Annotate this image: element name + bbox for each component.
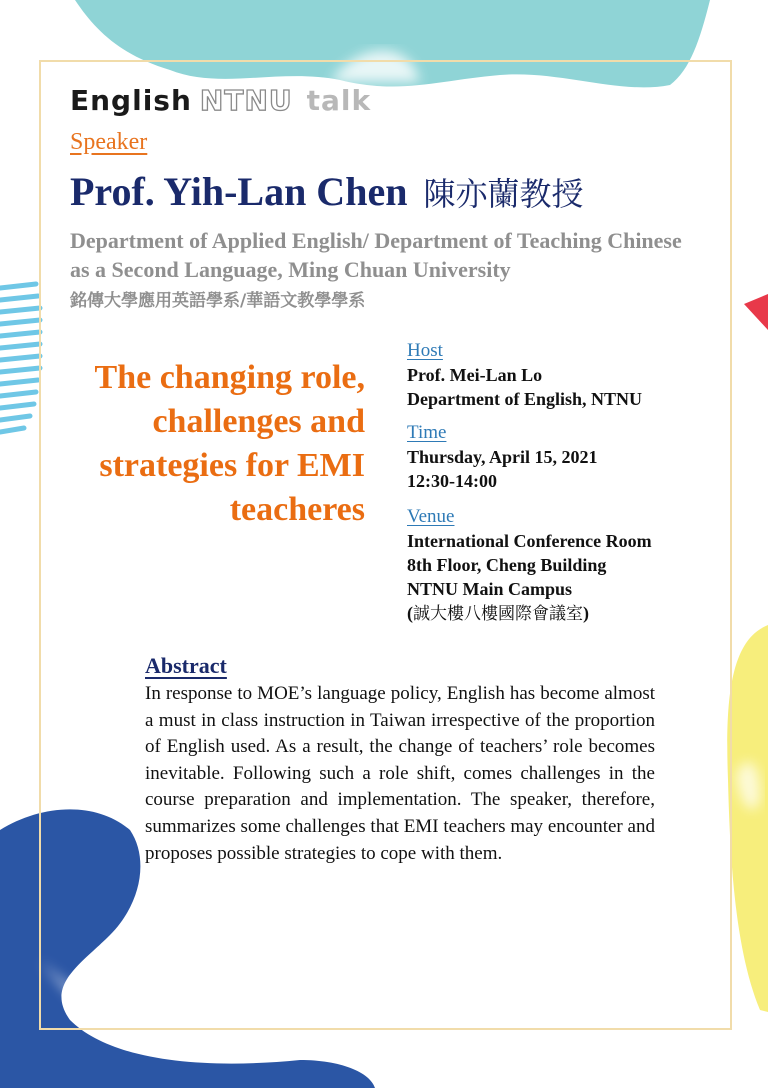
speaker-affiliation-english: Department of Applied English/ Department of Teaching Chinese as a Second Language, Ming Chuan University — [70, 228, 682, 282]
venue-paren-open: ( — [407, 603, 413, 623]
venue-section — [407, 505, 727, 626]
logo-word-english: English — [70, 84, 192, 117]
speaker-affiliation-chinese: 銘傳大學應用英語學系/華語文教學學系 — [70, 291, 366, 311]
event-date: Thursday, April 15, 2021 — [407, 447, 598, 467]
abstract-text: In response to MOE’s language policy, English has become almost a must in class instruction in Taiwan irrespective of the proportion of English used. As a result, the change of teachers’ role becomes inevitable. Following such a role shift, comes challenges in the course preparation and implementation. The speaker, therefore, summarizes some challenges that EMI teachers may encounter and proposes possible strategies to cope with them. — [145, 683, 655, 864]
time-section — [407, 421, 727, 493]
red-triangle-shape — [744, 294, 768, 330]
yellow-blob-shape — [727, 625, 768, 1012]
venue-room: International Conference Room — [407, 531, 652, 551]
abstract-heading: Abstract — [145, 653, 227, 678]
event-hours: 12:30-14:00 — [407, 471, 497, 491]
venue-room-chinese-text: 誠大樓八樓國際會議室 — [413, 604, 583, 624]
logo-word-talk: talk — [306, 84, 372, 117]
host-section — [407, 339, 727, 411]
speaker-name-chinese: 陳亦蘭教授 — [423, 175, 584, 213]
speaker-label: Speaker — [70, 129, 148, 155]
time-label: Time — [407, 422, 447, 443]
english-ntnu-talk-logo — [70, 84, 371, 120]
logo-word-ntnu: NTNU — [199, 84, 293, 117]
blue-stripes-shape — [0, 284, 40, 432]
speaker-name-english: Prof. Yih-Lan Chen — [70, 169, 408, 214]
host-label: Host — [407, 340, 443, 361]
host-department: Department of English, NTNU — [407, 389, 643, 409]
venue-label: Venue — [407, 506, 455, 527]
venue-floor: 8th Floor, Cheng Building — [407, 555, 607, 575]
venue-campus: NTNU Main Campus — [407, 579, 573, 599]
venue-paren-close: ) — [583, 603, 589, 623]
venue-room-chinese — [407, 601, 727, 626]
speaker-name — [70, 168, 583, 215]
talk-title: The changing role, challenges and strategies for EMI teacheres — [94, 359, 365, 528]
host-name: Prof. Mei-Lan Lo — [407, 365, 543, 385]
